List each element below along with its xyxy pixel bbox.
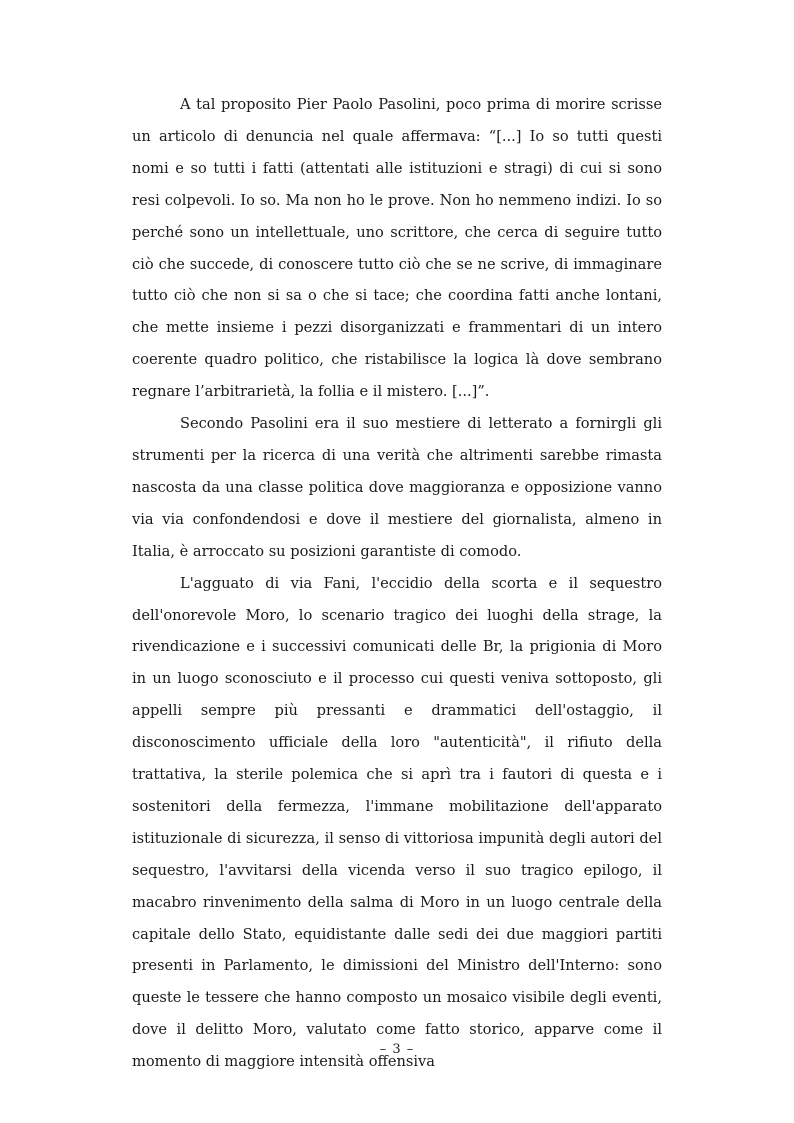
paragraph-via-fani: L'agguato di via Fani, l'eccidio della scorta e il sequestro dell'onorevole Moro, lo scenario tragico dei luoghi della strage, la rivendicazione e i successivi comunicati delle Br, la prigionia di Moro in un luogo sconosciuto e il processo cui questi veniva sottoposto, gli appelli sempre più pressanti e drammatici dell'ostaggio, il disconoscimento ufficiale della loro "autenticità", il rifiuto della trattativa, la sterile polemica che si aprì tra i fautori di questa e i sostenitori della fermezza, l'immane mobilitazione dell'apparato istituzionale di sicurezza, il senso di vittoriosa impunità degli autori del sequestro, l'avvitarsi della vicenda verso il suo tragico epilogo, il macabro rinvenimento della salma di Moro in un luogo centrale della capitale dello Stato, equidistante dalle sedi dei due maggiori partiti presenti in Parlamento, le dimissioni del Ministro dell'Interno: sono queste le tessere che hanno composto un mosaico visibile degli eventi, dove il delitto Moro, valutato come fatto storico, apparve come il momento di maggiore intensità offensiva [132, 574, 662, 1071]
paragraph-pasolini-quote: A tal proposito Pier Paolo Pasolini, poco prima di morire scrisse un articolo di denuncia nel quale affermava: “[...] Io so tutti questi nomi e so tutti i fatti (attentati alle istituzioni e stragi) di cui si sono resi colpevoli. Io so. Ma non ho le prove. Non ho nemmeno indizi. Io so perché sono un intellettuale, uno scrittore, che cerca di seguire tutto ciò che succede, di conoscere tutto ciò che se ne scrive, di immaginare tutto ciò che non si sa o che si tace; che coordina fatti anche lontani, che mette insieme i pezzi disorganizzati e frammentari di un intero coerente quadro politico, che ristabilisce la logica là dove sembrano regnare l’arbitrarietà, la follia e il mistero. [...]”. [132, 96, 662, 401]
page-number: – 3 – [379, 1042, 415, 1057]
document-page-body [132, 89, 662, 1078]
paragraph-pasolini-mestiere: Secondo Pasolini era il suo mestiere di letterato a fornirgli gli strumenti per la ricerca di una verità che altrimenti sarebbe rimasta nascosta da una classe politica dove maggioranza e opposizione vanno via via confondendosi e dove il mestiere del giornalista, almeno in Italia, è arroccato su posizioni garantiste di comodo. [132, 415, 662, 560]
